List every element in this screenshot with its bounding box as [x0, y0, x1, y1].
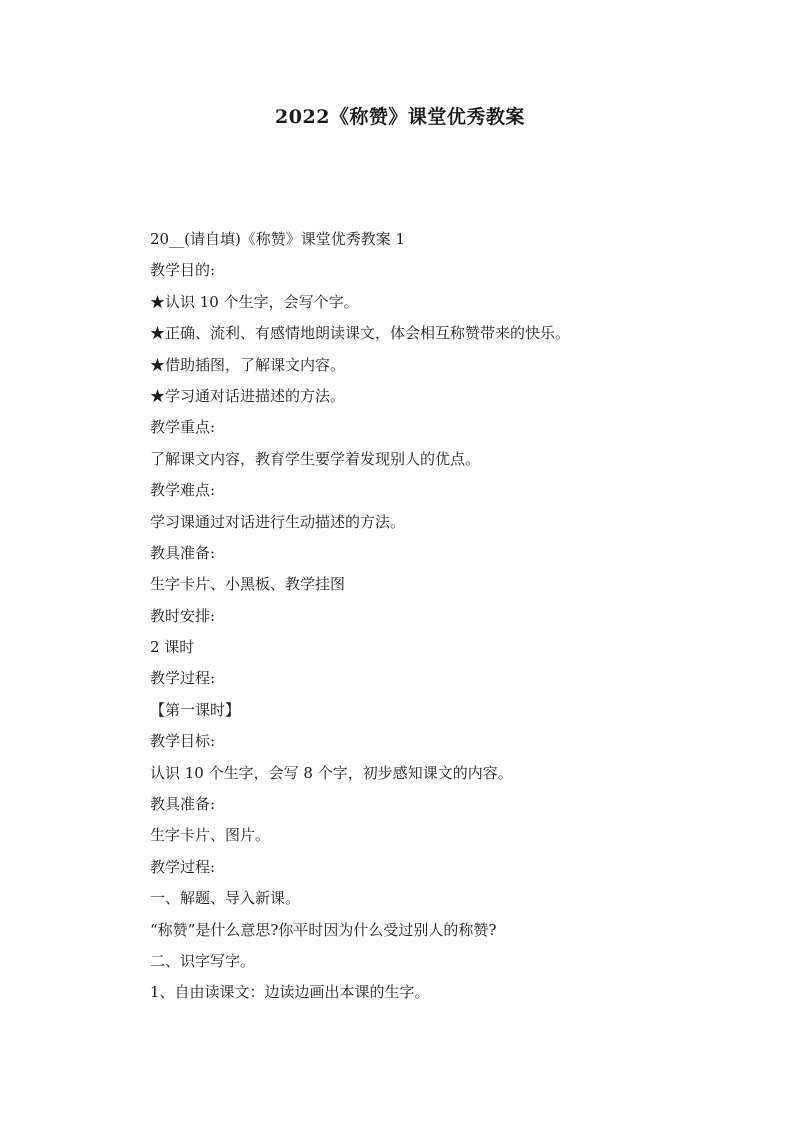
line-objective-1: ★认识 10 个生字，会写个字。	[150, 292, 359, 311]
line-objectives-label: 教学目的:	[150, 261, 216, 280]
line-key-points-label: 教学重点:	[150, 418, 216, 437]
line-lesson-materials-label: 教具准备:	[150, 795, 216, 814]
line-lesson-goals: 认识 10 个生字，会写 8 个字，初步感知课文的内容。	[150, 763, 513, 782]
line-materials-label: 教具准备:	[150, 543, 216, 562]
line-heading: 20__(请自填)《称赞》课堂优秀教案 1	[150, 230, 406, 248]
line-objective-2: ★正确、流利、有感情地朗读课文，体会相互称赞带来的快乐。	[150, 324, 571, 343]
line-difficulties-label: 教学难点:	[150, 481, 216, 500]
document-title: 2022《称赞》课堂优秀教案	[275, 106, 525, 128]
line-process-label: 教学过程:	[150, 669, 216, 688]
line-objective-3: ★借助插图，了解课文内容。	[150, 355, 346, 374]
line-first-lesson: 【第一课时】	[150, 700, 241, 719]
line-step-1: 一、解题、导入新课。	[150, 889, 301, 908]
line-lesson-process-label: 教学过程:	[150, 857, 216, 876]
document-body	[150, 228, 710, 1013]
line-key-points: 了解课文内容，教育学生要学着发现别人的优点。	[150, 449, 481, 468]
line-materials: 生字卡片、小黑板、教学挂图	[150, 575, 346, 594]
line-lesson-goals-label: 教学目标:	[150, 732, 216, 751]
line-schedule-label: 教时安排:	[150, 606, 216, 625]
line-step-1-question: “称赞”是什么意思?你平时因为什么受过别人的称赞?	[150, 920, 497, 939]
line-difficulties: 学习课通过对话进行生动描述的方法。	[150, 512, 406, 531]
line-step-2: 二、识字写字。	[150, 951, 256, 970]
line-step-2-1: 1、自由读课文：边读边画出本课的生字。	[150, 983, 430, 1002]
line-lesson-materials: 生字卡片、图片。	[150, 826, 271, 845]
line-objective-4: ★学习通对话进描述的方法。	[150, 386, 346, 405]
line-schedule: 2 课时	[150, 638, 195, 657]
